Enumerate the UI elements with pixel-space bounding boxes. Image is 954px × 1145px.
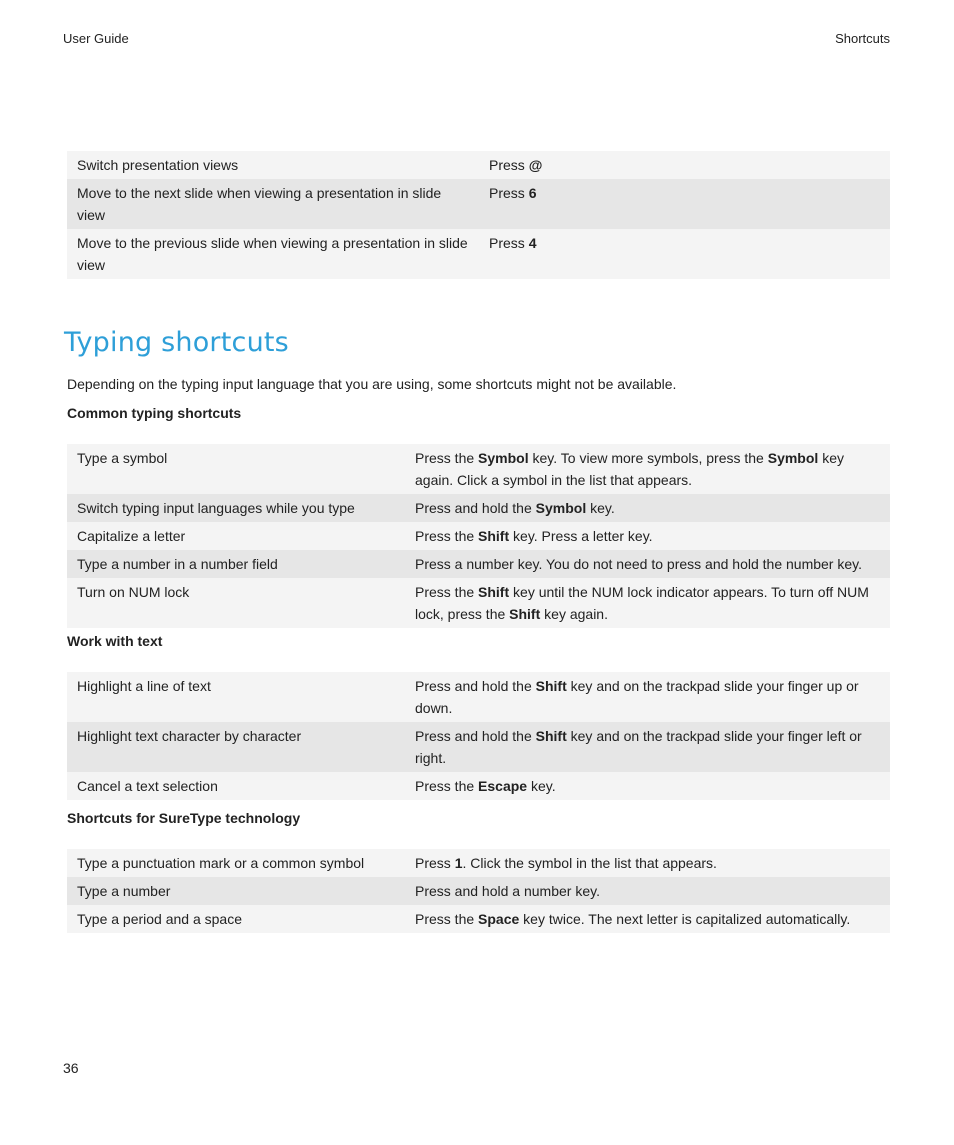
key-name: Escape — [478, 778, 528, 794]
shortcut-cell — [405, 522, 890, 550]
shortcut-text: Press and hold a number key. — [415, 883, 600, 899]
action-cell: Move to the previous slide when viewing a presentation in slide view — [67, 229, 479, 279]
presentation-shortcuts-table — [67, 151, 890, 279]
shortcut-text: Press the — [415, 778, 479, 794]
shortcut-text: key twice. The next letter is capitalized automatically. — [519, 911, 851, 927]
key-name: 6 — [528, 185, 537, 201]
shortcut-text: key again. — [540, 606, 608, 622]
table-row — [67, 550, 890, 578]
shortcut-text: key and on the trackpad slide your finger left or right. — [415, 728, 862, 766]
table-row — [67, 179, 890, 229]
table-row — [67, 494, 890, 522]
table-row — [67, 722, 890, 772]
subheading-common: Common typing shortcuts — [67, 405, 242, 421]
shortcut-text: Press the — [415, 911, 479, 927]
table-row — [67, 578, 890, 628]
key-name: Shift — [535, 678, 567, 694]
subheading-suretype: Shortcuts for SureType technology — [67, 810, 301, 826]
key-name: Shift — [478, 528, 510, 544]
shortcut-text: Press — [489, 157, 529, 173]
shortcut-cell — [405, 550, 890, 578]
subheading-text: Work with text — [67, 633, 163, 649]
shortcut-text: key again. Click a symbol in the list that appears. — [415, 450, 844, 488]
action-cell: Move to the next slide when viewing a presentation in slide view — [67, 179, 479, 229]
shortcut-text: Press — [415, 855, 455, 871]
shortcut-text: Press — [489, 235, 529, 251]
shortcut-cell — [405, 578, 890, 628]
table-row — [67, 229, 890, 279]
shortcut-cell — [405, 772, 890, 800]
shortcut-cell — [405, 494, 890, 522]
shortcut-cell — [405, 877, 890, 905]
shortcut-cell — [405, 722, 890, 772]
shortcut-text: key. To view more symbols, press the — [528, 450, 768, 466]
action-cell: Highlight text character by character — [67, 722, 405, 772]
key-name: Symbol — [478, 450, 529, 466]
key-name: Shift — [478, 584, 510, 600]
key-name: Space — [478, 911, 520, 927]
action-cell: Type a symbol — [67, 444, 405, 494]
shortcut-text: Press the — [415, 584, 479, 600]
shortcut-text: key and on the trackpad slide your finger up or down. — [415, 678, 859, 716]
shortcut-cell — [405, 444, 890, 494]
key-name: Shift — [535, 728, 567, 744]
action-cell: Turn on NUM lock — [67, 578, 405, 628]
action-cell: Highlight a line of text — [67, 672, 405, 722]
key-name: @ — [528, 157, 543, 173]
table-row — [67, 905, 890, 933]
key-name: Shift — [509, 606, 541, 622]
key-name: 1 — [454, 855, 463, 871]
shortcut-cell — [479, 179, 890, 229]
action-cell: Capitalize a letter — [67, 522, 405, 550]
shortcut-text: Press and hold the — [415, 678, 536, 694]
action-cell: Switch typing input languages while you type — [67, 494, 405, 522]
action-cell: Switch presentation views — [67, 151, 479, 179]
action-cell: Type a number in a number field — [67, 550, 405, 578]
running-header-right: Shortcuts — [835, 31, 890, 46]
shortcut-text: key. — [586, 500, 615, 516]
key-name: Symbol — [535, 500, 587, 516]
shortcut-text: Press and hold the — [415, 728, 536, 744]
table-row — [67, 772, 890, 800]
shortcut-text: Press and hold the — [415, 500, 536, 516]
shortcut-cell — [405, 905, 890, 933]
section-title: Typing shortcuts — [64, 327, 289, 358]
intro-paragraph: Depending on the typing input language that you are using, some shortcuts might not be available. — [67, 376, 677, 392]
shortcut-text: Press the — [415, 528, 479, 544]
work-with-text-table — [67, 672, 890, 800]
shortcut-text: key. — [527, 778, 556, 794]
shortcut-cell — [405, 672, 890, 722]
shortcut-cell — [479, 229, 890, 279]
shortcut-cell — [479, 151, 890, 179]
shortcut-text: Press — [489, 185, 529, 201]
page-number: 36 — [63, 1060, 79, 1076]
table-row — [67, 877, 890, 905]
key-name: Symbol — [767, 450, 819, 466]
shortcut-text: Press a number key. You do not need to press and hold the number key. — [415, 556, 862, 572]
shortcut-text: . Click the symbol in the list that appears. — [462, 855, 717, 871]
common-typing-shortcuts-table — [67, 444, 890, 628]
key-name: 4 — [528, 235, 537, 251]
shortcut-text: key until the NUM lock indicator appears. To turn off NUM lock, press the — [415, 584, 869, 622]
action-cell: Type a period and a space — [67, 905, 405, 933]
action-cell: Type a number — [67, 877, 405, 905]
table-row — [67, 522, 890, 550]
shortcut-cell — [405, 849, 890, 877]
table-row — [67, 151, 890, 179]
suretype-shortcuts-table — [67, 849, 890, 933]
table-row — [67, 444, 890, 494]
action-cell: Type a punctuation mark or a common symbol — [67, 849, 405, 877]
running-header-left: User Guide — [63, 31, 129, 46]
shortcut-text: key. Press a letter key. — [509, 528, 653, 544]
table-row — [67, 849, 890, 877]
table-row — [67, 672, 890, 722]
shortcut-text: Press the — [415, 450, 479, 466]
action-cell: Cancel a text selection — [67, 772, 405, 800]
